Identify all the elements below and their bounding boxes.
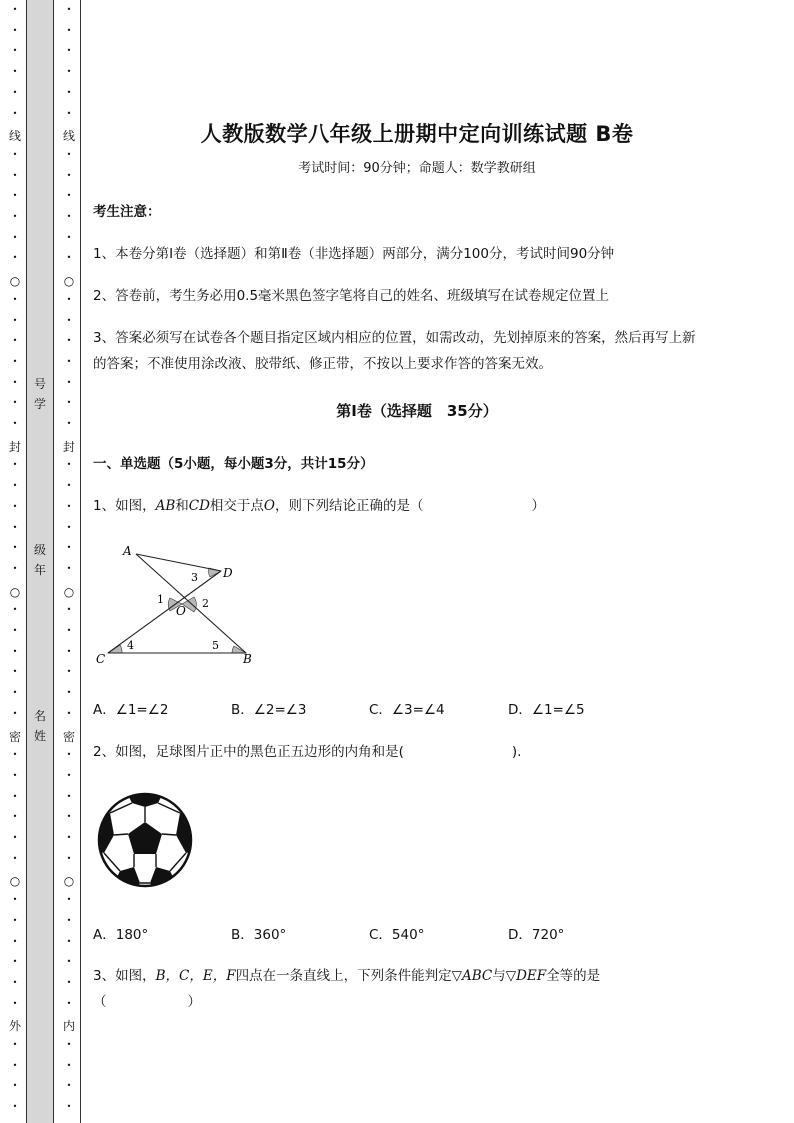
grade-field-label: 级 年 xyxy=(33,543,46,577)
seal-dot: • xyxy=(12,833,18,842)
seal-dot: • xyxy=(66,915,72,925)
name-field-label: 名 姓 xyxy=(33,709,46,743)
seal-dot: • xyxy=(12,853,18,863)
seal-dot: • xyxy=(66,543,72,553)
seal-circle: ○ xyxy=(63,584,75,599)
seal-dot: • xyxy=(12,253,18,263)
seal-dot: • xyxy=(66,398,72,408)
seal-line-label: 密 xyxy=(62,729,75,744)
question-2-option-b[interactable]: B．360° xyxy=(231,927,287,943)
seal-dot: • xyxy=(12,1040,18,1049)
seal-dot: • xyxy=(12,522,18,532)
seal-dot: • xyxy=(66,957,72,967)
question-1-option-c[interactable]: C．∠3=∠4 xyxy=(369,702,445,718)
point-label-C: C xyxy=(96,652,106,666)
seal-dot: • xyxy=(12,812,18,822)
seal-line-label: 线 xyxy=(62,129,75,144)
angle-label-3: 3 xyxy=(191,571,198,584)
seal-dot: • xyxy=(12,1060,18,1070)
segment-CD xyxy=(108,571,221,653)
seal-dot: • xyxy=(66,1102,72,1112)
seal-dot: • xyxy=(66,708,72,718)
seal-dot: • xyxy=(12,87,18,97)
seal-line-label: 线 xyxy=(8,129,21,144)
seal-dot: • xyxy=(66,626,72,635)
seal-dot: • xyxy=(12,770,18,780)
seal-dot: • xyxy=(66,895,72,905)
seal-dot: • xyxy=(12,708,18,718)
seal-dot: • xyxy=(66,563,72,573)
seal-dot: • xyxy=(12,1081,18,1091)
seal-dot: • xyxy=(12,543,18,553)
seal-dot: • xyxy=(12,294,18,304)
seal-dot: • xyxy=(12,936,18,946)
seal-dot: • xyxy=(12,977,18,987)
seal-dot: • xyxy=(12,5,18,14)
seal-dot: • xyxy=(66,460,72,470)
seal-dot: • xyxy=(12,895,18,905)
seal-dot: • xyxy=(66,170,72,180)
question-3-stem: 3、如图，B，C，E，F四点在一条直线上，下列条件能判定▽ABC与▽DEF全等的是 xyxy=(93,968,601,984)
seal-dot: • xyxy=(66,25,72,35)
seal-dot: • xyxy=(66,605,72,615)
seal-line-label: 密 xyxy=(8,729,21,744)
seal-dot: • xyxy=(66,294,72,304)
seal-dot: • xyxy=(66,522,72,532)
point-label-B: B xyxy=(243,652,252,666)
seal-dot: • xyxy=(66,356,72,366)
seal-dot: • xyxy=(66,936,72,946)
seal-dot: • xyxy=(66,253,72,263)
segment-AD xyxy=(136,554,221,571)
seal-line-label: 外 xyxy=(8,1019,21,1034)
seal-dot: • xyxy=(66,688,72,698)
seal-dot: • xyxy=(12,563,18,573)
seal-dot: • xyxy=(12,191,18,201)
seal-dot: • xyxy=(66,5,72,14)
question-1-figure xyxy=(90,535,265,670)
page-title: 人教版数学八年级上册期中定向训练试题 B卷 xyxy=(200,122,634,146)
point-label-D: D xyxy=(223,566,233,580)
seal-dot: • xyxy=(12,25,18,35)
seal-dot: • xyxy=(12,419,18,428)
angle-label-5: 5 xyxy=(212,639,219,652)
seal-dot: • xyxy=(12,67,18,77)
seal-dot: • xyxy=(66,1081,72,1091)
seal-circle: ○ xyxy=(9,874,21,889)
soccer-ball-image xyxy=(96,791,194,889)
seal-dot: • xyxy=(66,149,72,159)
angle-label-4: 4 xyxy=(127,639,134,652)
seal-dot: • xyxy=(66,232,72,242)
question-1-option-b[interactable]: B．∠2=∠3 xyxy=(231,702,307,718)
seal-dot: • xyxy=(12,646,18,656)
seal-dot: • xyxy=(66,67,72,77)
seal-dot: • xyxy=(66,108,72,118)
notice-item: 的答案；不准使用涂改液、胶带纸、修正带，不按以上要求作答的答案无效。 xyxy=(93,356,552,372)
seal-dot: • xyxy=(66,853,72,863)
seal-circle: ○ xyxy=(63,274,75,289)
seal-dot: • xyxy=(12,46,18,56)
seal-dot: • xyxy=(12,501,18,511)
seal-dot: • xyxy=(12,688,18,698)
seal-dot: • xyxy=(66,377,72,387)
seal-dot: • xyxy=(66,791,72,801)
seal-dot: • xyxy=(12,998,18,1008)
seal-dot: • xyxy=(12,1102,18,1112)
seal-dot: • xyxy=(12,667,18,677)
notice-item: 2、答卷前，考生务必用0.5毫米黑色签字笔将自己的姓名、班级填写在试卷规定位置上 xyxy=(93,288,610,304)
seal-dot: • xyxy=(12,170,18,180)
seal-dot: • xyxy=(66,336,72,346)
seal-circle: ○ xyxy=(9,584,21,599)
seal-dot: • xyxy=(66,977,72,987)
seal-dot: • xyxy=(66,419,72,428)
seal-dot: • xyxy=(66,191,72,201)
seal-circle: ○ xyxy=(9,274,21,289)
seal-dot: • xyxy=(66,667,72,677)
seal-dot: • xyxy=(66,833,72,842)
seal-dot: • xyxy=(66,998,72,1008)
question-1-option-d[interactable]: D．∠1=∠5 xyxy=(508,702,585,718)
part-heading: 一、单选题（5小题，每小题3分，共计15分） xyxy=(93,456,374,472)
question-2-option-a[interactable]: A．180° xyxy=(93,927,149,943)
seal-dot: • xyxy=(12,377,18,387)
seal-dot: • xyxy=(12,149,18,159)
point-label-A: A xyxy=(123,544,132,558)
section-title: 第I卷（选择题 35分） xyxy=(336,402,498,420)
seal-dot: • xyxy=(12,315,18,325)
seal-line-label: 封 xyxy=(62,439,75,454)
seal-dot: • xyxy=(12,481,18,491)
seal-dot: • xyxy=(12,336,18,346)
seal-dot: • xyxy=(66,1040,72,1049)
seal-dot: • xyxy=(12,108,18,118)
seal-dot: • xyxy=(12,232,18,242)
seal-dot: • xyxy=(66,646,72,656)
seal-dot: • xyxy=(12,915,18,925)
seal-circle: ○ xyxy=(63,874,75,889)
seal-line-label: 内 xyxy=(62,1019,75,1034)
seal-dot: • xyxy=(66,481,72,491)
seal-dot: • xyxy=(66,212,72,221)
seal-dot: • xyxy=(12,398,18,408)
seal-dot: • xyxy=(12,791,18,801)
notice-heading: 考生注意： xyxy=(93,204,161,220)
exam-info: 考试时间：90分钟；命题人：数学教研组 xyxy=(298,161,536,176)
seal-dot: • xyxy=(12,356,18,366)
angle-label-1: 1 xyxy=(157,593,164,606)
seal-dot: • xyxy=(66,501,72,511)
seal-dot: • xyxy=(66,87,72,97)
notice-item: 1、本卷分第I卷（选择题）和第Ⅱ卷（非选择题）两部分，满分100分，考试时间90分钟 xyxy=(93,246,615,262)
student-id-field-label: 号 学 xyxy=(33,377,46,411)
question-2-stem: 2、如图，足球图片正中的黑色正五边形的内角和是( ). xyxy=(93,744,522,760)
angle-label-2: 2 xyxy=(202,597,209,610)
seal-dot: • xyxy=(66,770,72,780)
seal-dot: • xyxy=(66,46,72,56)
point-label-O: O xyxy=(176,604,186,618)
seal-dot: • xyxy=(66,812,72,822)
seal-dot: • xyxy=(12,626,18,635)
seal-dot: • xyxy=(12,460,18,470)
question-2-option-d[interactable]: D．720° xyxy=(508,927,565,943)
seal-dot: • xyxy=(66,1060,72,1070)
seal-dot: • xyxy=(12,750,18,760)
question-2-option-c[interactable]: C．540° xyxy=(369,927,425,943)
seal-dot: • xyxy=(66,315,72,325)
notice-item: 3、答案必须写在试卷各个题目指定区域内相应的位置，如需改动，先划掉原来的答案，然后再写上新 xyxy=(93,330,696,346)
seal-dot: • xyxy=(12,212,18,221)
question-3-answer-blank: （ ） xyxy=(93,994,201,1010)
seal-dot: • xyxy=(12,605,18,615)
question-1-option-a[interactable]: A．∠1=∠2 xyxy=(93,702,169,718)
question-1-stem: 1、如图，AB和CD相交于点O，则下列结论正确的是（ ） xyxy=(93,498,545,514)
seal-line-label: 封 xyxy=(8,439,21,454)
seal-dot: • xyxy=(12,957,18,967)
seal-dot: • xyxy=(66,750,72,760)
